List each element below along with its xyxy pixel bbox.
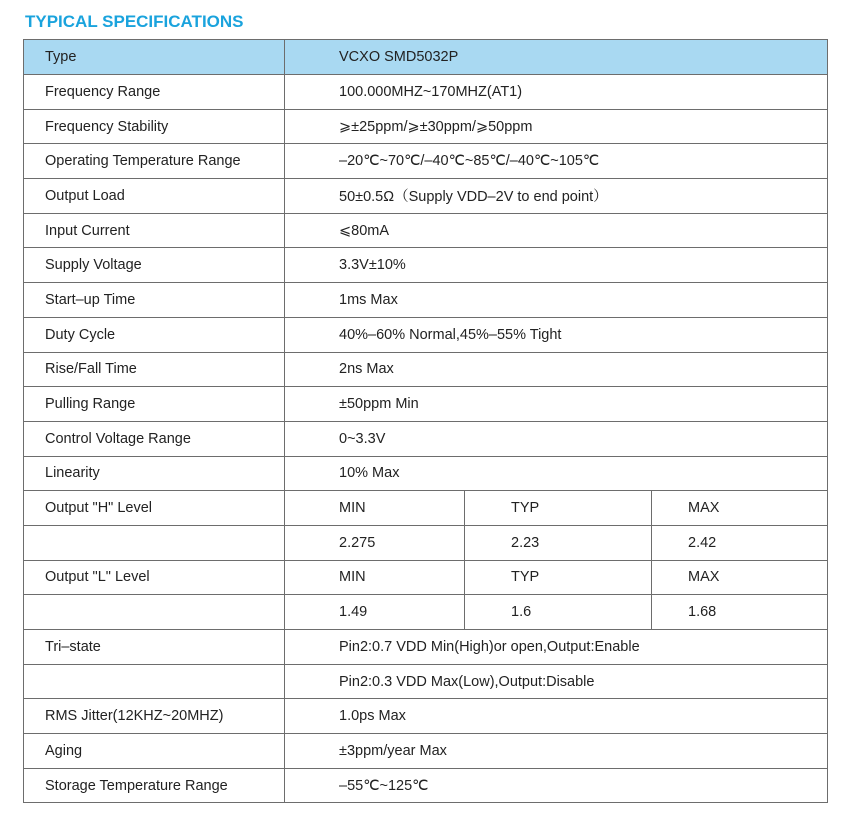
- spec-label: Operating Temperature Range: [24, 144, 285, 179]
- spec-label: Duty Cycle: [24, 317, 285, 352]
- typ-value: 1.6: [465, 595, 652, 630]
- max-header: MAX: [652, 491, 828, 526]
- spec-label: Start–up Time: [24, 283, 285, 318]
- table-row: [24, 352, 828, 387]
- empty-label-cell: [24, 525, 285, 560]
- table-row: [24, 387, 828, 422]
- spec-label: Storage Temperature Range: [24, 768, 285, 803]
- spec-value: ±3ppm/year Max: [285, 734, 828, 769]
- table-row: [24, 525, 828, 560]
- spec-label: Linearity: [24, 456, 285, 491]
- header-label: Type: [24, 40, 285, 75]
- table-row: [24, 317, 828, 352]
- spec-value: ⩽80mA: [285, 213, 828, 248]
- spec-value: 40%–60% Normal,45%–55% Tight: [285, 317, 828, 352]
- spec-value: –20℃~70℃/–40℃~85℃/–40℃~105℃: [285, 144, 828, 179]
- spec-value: 50±0.5Ω（Supply VDD–2V to end point）: [285, 179, 828, 214]
- table-row: [24, 213, 828, 248]
- table-row: [24, 421, 828, 456]
- spec-label: Input Current: [24, 213, 285, 248]
- tristate-line-2: Pin2:0.3 VDD Max(Low),Output:Disable: [285, 664, 828, 699]
- spec-value: ±50ppm Min: [285, 387, 828, 422]
- table-row: [24, 664, 828, 699]
- empty-label-cell: [24, 595, 285, 630]
- max-header: MAX: [652, 560, 828, 595]
- spec-value: 10% Max: [285, 456, 828, 491]
- min-header: MIN: [285, 560, 465, 595]
- specifications-table: [23, 39, 828, 803]
- tristate-line-1: Pin2:0.7 VDD Min(High)or open,Output:Enable: [285, 630, 828, 665]
- spec-label: Output "H" Level: [24, 491, 285, 526]
- spec-label: Aging: [24, 734, 285, 769]
- table-row: [24, 595, 828, 630]
- spec-label: Control Voltage Range: [24, 421, 285, 456]
- spec-value: 1ms Max: [285, 283, 828, 318]
- table-row: [24, 109, 828, 144]
- header-value: VCXO SMD5032P: [285, 40, 828, 75]
- table-row: [24, 699, 828, 734]
- table-row: [24, 248, 828, 283]
- empty-label-cell: [24, 664, 285, 699]
- spec-value: 3.3V±10%: [285, 248, 828, 283]
- table-row: [24, 456, 828, 491]
- spec-value: 0~3.3V: [285, 421, 828, 456]
- section-title: TYPICAL SPECIFICATIONS: [25, 12, 244, 31]
- max-value: 1.68: [652, 595, 828, 630]
- typ-value: 2.23: [465, 525, 652, 560]
- spec-label: Supply Voltage: [24, 248, 285, 283]
- table-row: [24, 560, 828, 595]
- spec-label: RMS Jitter(12KHZ~20MHZ): [24, 699, 285, 734]
- table-row: [24, 491, 828, 526]
- spec-value: ⩾±25ppm/⩾±30ppm/⩾50ppm: [285, 109, 828, 144]
- typ-header: TYP: [465, 491, 652, 526]
- table-row: [24, 768, 828, 803]
- spec-label: Rise/Fall Time: [24, 352, 285, 387]
- spec-label: Frequency Range: [24, 75, 285, 110]
- spec-label: Output Load: [24, 179, 285, 214]
- spec-label: Output "L" Level: [24, 560, 285, 595]
- table-row: [24, 144, 828, 179]
- spec-value: 100.000MHZ~170MHZ(AT1): [285, 75, 828, 110]
- spec-value: 2ns Max: [285, 352, 828, 387]
- table-row: [24, 734, 828, 769]
- typ-header: TYP: [465, 560, 652, 595]
- spec-value: 1.0ps Max: [285, 699, 828, 734]
- table-row: [24, 283, 828, 318]
- table-row: [24, 75, 828, 110]
- max-value: 2.42: [652, 525, 828, 560]
- spec-value: –55℃~125℃: [285, 768, 828, 803]
- min-value: 1.49: [285, 595, 465, 630]
- spec-label: Pulling Range: [24, 387, 285, 422]
- spec-label: Tri–state: [24, 630, 285, 665]
- min-value: 2.275: [285, 525, 465, 560]
- min-header: MIN: [285, 491, 465, 526]
- spec-label: Frequency Stability: [24, 109, 285, 144]
- table-header-row: [24, 40, 828, 75]
- table-row: [24, 630, 828, 665]
- table-row: [24, 179, 828, 214]
